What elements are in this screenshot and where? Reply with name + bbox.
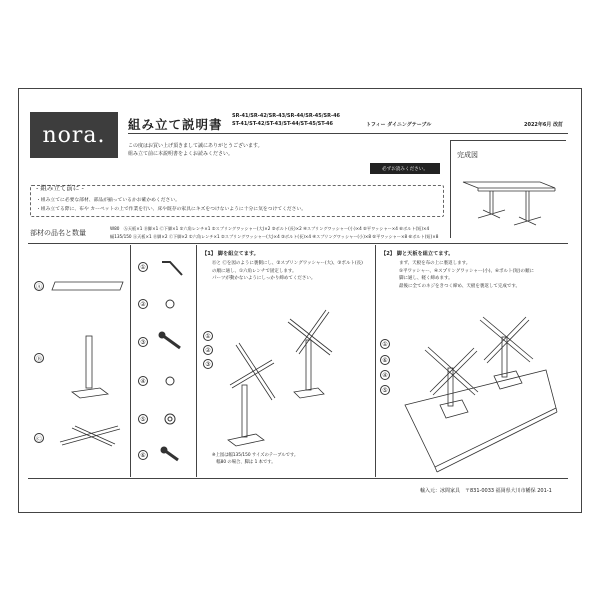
step1-marker-1: ① (203, 331, 213, 341)
step1-marker-3: ③ (203, 359, 213, 369)
model-line-1: SR-41/SR-42/SR-43/SR-44/SR-45/SR-46 (232, 113, 341, 119)
part-b-leg (72, 336, 108, 398)
step2-line-1: まず、天板を布の上に裏返します。 (399, 261, 471, 266)
step1-note-2: 幅80 の場合、脚は 1 本です。 (212, 460, 276, 465)
part-label-6: ⑥ (138, 450, 148, 460)
step2-title: 【2】 脚と天板を組立てます。 (381, 251, 454, 257)
step1-title: 【1】 脚を組立てます。 (202, 251, 259, 257)
step2-line-4: 最後に全てのネジをきつく締め、天板を裏返して完成です。 (399, 283, 520, 289)
step2-line-2: ⑤平ワッシャー、④スプリングワッシャー(小)、⑥ボルト(短)の順に (399, 268, 535, 274)
before-note-1: ・組み立てに必要な部材、部品が揃っているかお確かめください。 (36, 198, 180, 203)
intro-line-1: この度はお買い上げ頂きまして誠にありがとうございます。 (128, 143, 263, 149)
complete-table-illustration (463, 182, 555, 225)
step2-marker-5: ⑤ (380, 385, 390, 395)
product-name: トフィー ダイニングテーブル (366, 122, 432, 128)
step1-marker-2: ② (203, 345, 213, 355)
step1-line-3: パーツが動かないようにしっかり締めてください。 (212, 276, 316, 281)
part-label-2: ② (138, 299, 148, 309)
part-label-c: Ⓒ (34, 433, 44, 443)
part-label-5: ⑤ (138, 414, 148, 424)
part-label-3: ③ (138, 337, 148, 347)
part-a-tabletop (52, 282, 123, 290)
step2-marker-6: ⑥ (380, 355, 390, 365)
model-line-2: ST-41/ST-42/ST-43/ST-44/ST-45/ST-46 (232, 121, 333, 127)
complete-label: 完成図 (457, 151, 478, 159)
part-c-base (60, 426, 120, 446)
step1-line-2: の順に通し、①六角レンチで固定します。 (212, 268, 297, 274)
step1-line-1: Ⓑと Ⓒを図のように裏側にし、②スプリングワッシャー(大)、③ボルト(長) (212, 261, 363, 266)
step1-leg-illustrations (228, 310, 332, 446)
before-assembly-title: - 組み立て前に - (36, 184, 84, 192)
part-label-4: ④ (138, 376, 148, 386)
step2-line-3: 脚に通し、軽く締めます。 (399, 276, 453, 281)
parts-row-w80: W80 Ⓐ天板×1 Ⓑ脚×1 Ⓒ下脚×1 ①六角レンチ×1 ②スプリングワッシャー(大)×2 ③ボルト(長)×2 ④スプリングワッシャー(小)×4 ⑤平ワッシャー×4 ⑥ボルト(短)×4 (110, 226, 430, 231)
page-title: 組み立て説明書 (128, 117, 223, 132)
intro-line-2: 組み立て前に本説明書をよくお読みください。 (128, 151, 234, 157)
step2-assembly-illustration (405, 317, 557, 472)
parts-row-w135: 幅135/150 Ⓐ天板×1 Ⓑ脚×2 Ⓒ下脚×2 ①六角レンチ×1 ②スプリングワッシャー(大)×4 ③ボルト(長)×4 ④スプリングワッシャー(小)×8 ⑤平ワッシャー×8 ⑥ボルト(短)×8 (110, 234, 439, 239)
must-read-badge: 必ずお読みください。 (370, 163, 440, 174)
step2-marker-1: ① (380, 339, 390, 349)
revision-date: 2022年6月 改訂 (524, 122, 564, 128)
before-note-2: ・組み立てる際に、布や カーペットの上で作業を行い、床や既存の家具にキズをつけないように十分に気をつけてください。 (36, 207, 307, 212)
part-label-1: ① (138, 262, 148, 272)
part-label-a: Ⓐ (34, 281, 44, 291)
hardware-icons (159, 262, 182, 460)
parts-title: 部材の品名と数量 (30, 229, 86, 237)
brand-logo: nora. (30, 112, 118, 158)
step1-note-1: ※上図は幅135/150 サイズのテーブルです。 (212, 453, 299, 458)
importer-footer: 輸入元：冰間家具 〒831-0033 福岡県大川市幡保 201-1 (420, 488, 552, 494)
step2-marker-4: ④ (380, 370, 390, 380)
part-label-b: Ⓑ (34, 353, 44, 363)
